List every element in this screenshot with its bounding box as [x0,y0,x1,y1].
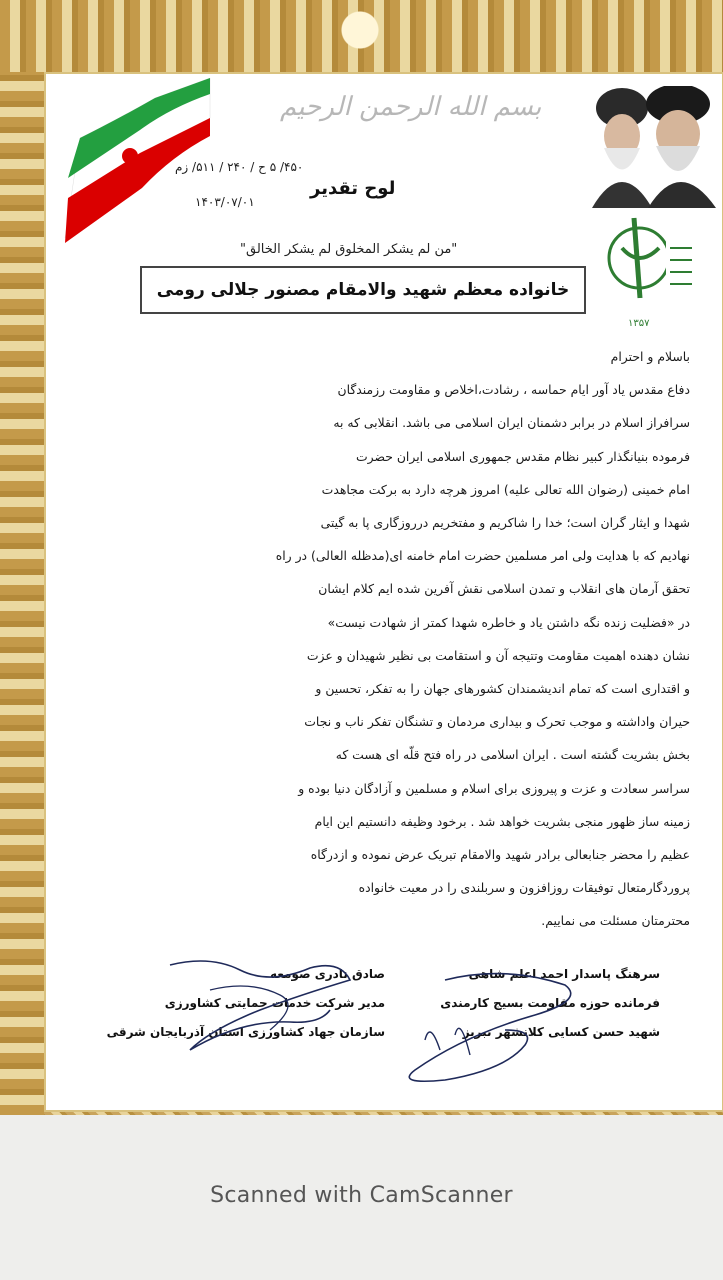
recipient-name: خانواده معظم شهید والامقام مصنور جلالی رومی [156,280,570,300]
body-line: تحقق آرمان های انقلاب و تمدن اسلامی نقش آفرین شده ایم کلام ایشان [318,581,690,597]
body-line: محترمتان مسئلت می نماییم. [541,913,690,929]
signatory-left-name: صادق نادری صومعه [269,967,385,981]
left-handwritten-signature [150,950,380,1060]
signatory-right-name: سرهنگ پاسدار احمد اعلم شاهی [468,967,660,981]
body-line: و اقتداری است که تمام اندیشمندان کشورهای جهان را به تفکر، تحسین و [315,681,690,697]
document-date: ۱۴۰۳/۰۷/۰۱ [195,195,255,209]
leaders-portrait-image [588,86,720,208]
body-line: دفاع مقدس یاد آور ایام حماسه ، رشادت،اخلاص و مقاومت رزمندگان [337,382,690,398]
body-line: فرموده بنیانگذار کبیر نظام مقدس جمهوری اسلامی ایران حضرت [355,448,690,464]
body-line: امام خمینی (رضوان الله تعالی علیه) امروز هرچه دارد به برکت مجاهدت [321,481,690,497]
frame-top-border [0,0,723,72]
body-line: نهادیم که با هدایت ولی امر مسلمین حضرت امام خامنه ای(مدظله العالی) در راه [275,548,690,564]
document-title: لوح تقدیر [310,178,396,199]
body-line: سرافراز اسلام در برابر دشمنان ایران اسلامی می باشد. انقلابی که به [333,415,690,431]
signatory-left-title1: مدیر شرکت خدمات حمایتی کشاورزی [164,996,385,1010]
frame-left-border [0,72,44,1115]
greeting: باسلام و احترام [610,349,690,364]
reference-number: ۴۵۰/ ۵ ح / ۲۴۰ / ۵۱۱/ زم [175,160,304,174]
emblem-year: ۱۳۵۷ [628,318,650,329]
signatory-right-title2: شهید حسن کسایی کلانشهر تبریز [462,1025,660,1039]
body-line: سراسر سعادت و عزت و پیروزی برای اسلام و مسلمین و آزادگان دنیا بوده و [298,780,690,796]
body-line: شهدا و ایثار گران است؛ خدا را شاکریم و مفتخریم درروزگاری پا به گیتی [320,515,690,531]
body-line: نشان دهنده اهمیت مقاومت وتتیجه آن و استقامت بی نظیر شهیدان و عزت [306,647,690,663]
body-line: در «فضلیت زنده نگه داشتن یاد و خاطره شهدا کمتر از شهادت نیست» [327,614,690,630]
letter-body [138,340,690,938]
body-line: بخش بشریت گشته است . ایران اسلامی در راه فتح قلّه ای هست که [335,747,690,763]
body-line: عظیم را محضر جنابعالی برادر شهید والامقام تبریک عرض نموده و ازدرگاه [310,847,690,863]
recipient-box [140,266,586,314]
body-line: حیران واداشته و موجب تحرک و بیداری مردمان و تشنگان تفکر ناب و نجات [304,714,690,730]
irgc-emblem-icon [604,208,704,333]
right-handwritten-signature [385,960,605,1090]
signatory-right-title1: فرمانده حوزه مقاومت بسیج کارمندی [440,996,660,1010]
body-line: زمینه ساز ظهور منجی بشریت خواهد شد . برخود وظیفه دانستیم این ایام [314,813,690,829]
camscanner-watermark: Scanned with CamScanner [210,1183,513,1208]
quote-text: "من لم یشکر المخلوق لم یشکر الخالق" [240,242,458,257]
signatory-left-title2: سازمان جهاد کشاورزی استان آذربایجان شرقی [106,1025,385,1039]
bismillah-calligraphy: بسم الله الرحمن الرحیم [280,92,542,122]
body-line: پروردگارمتعال توفیقات روزافزون و سربلندی را در معیت خانواده [358,880,690,896]
